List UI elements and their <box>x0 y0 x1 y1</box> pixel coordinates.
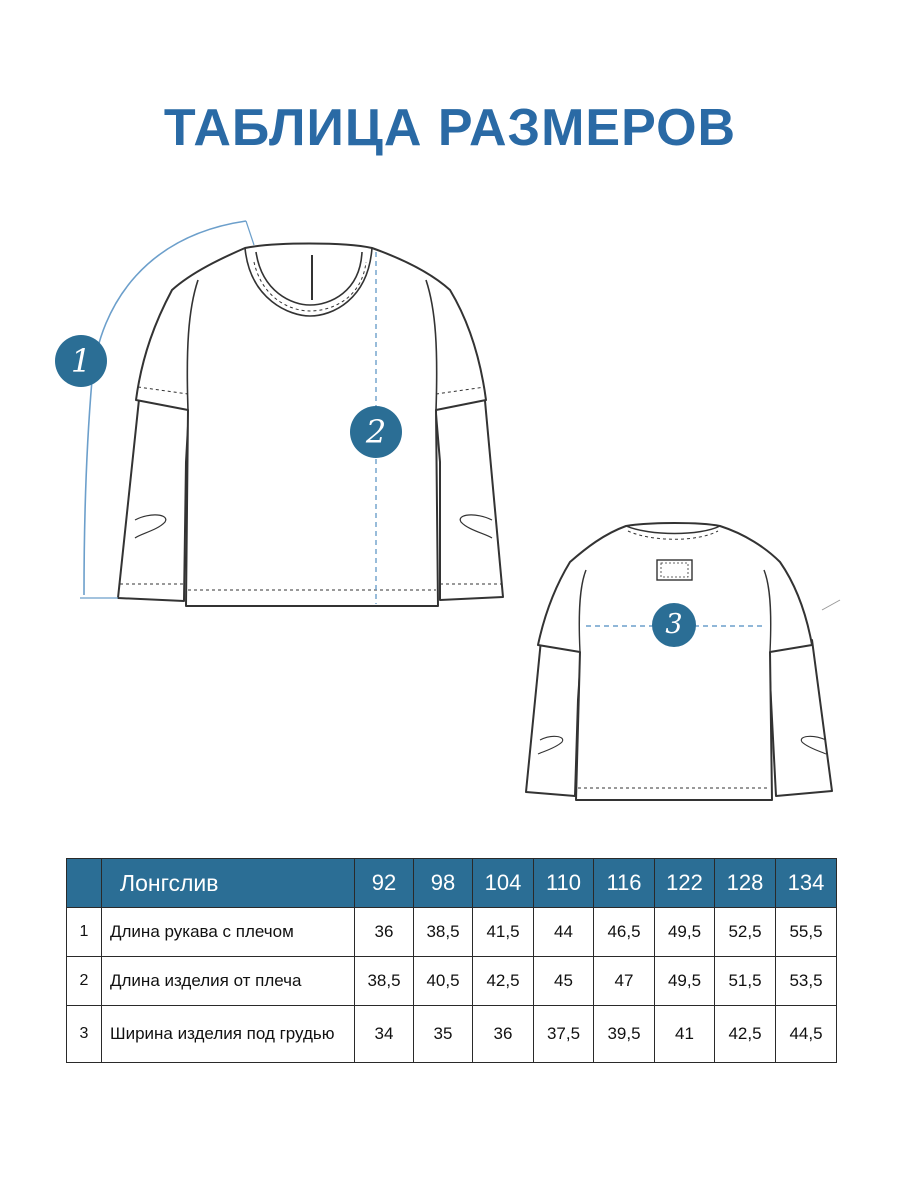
measure-badge-1: 1 <box>55 335 107 387</box>
table-cell: 42,5 <box>715 1006 776 1063</box>
back-shirt-drawing <box>526 523 832 800</box>
row-number: 2 <box>67 957 102 1006</box>
table-cell: 36 <box>473 1006 534 1063</box>
table-cell: 38,5 <box>414 908 473 957</box>
row-label: Длина рукава с плечом <box>102 908 355 957</box>
table-cell: 34 <box>355 1006 414 1063</box>
header-size: 98 <box>414 859 473 908</box>
row-number: 3 <box>67 1006 102 1063</box>
table-cell: 37,5 <box>534 1006 594 1063</box>
header-num-cell <box>67 859 102 908</box>
header-size: 134 <box>776 859 837 908</box>
table-cell: 46,5 <box>594 908 655 957</box>
table-cell: 52,5 <box>715 908 776 957</box>
row-label: Длина изделия от плеча <box>102 957 355 1006</box>
table-cell: 55,5 <box>776 908 837 957</box>
table-cell: 36 <box>355 908 414 957</box>
header-size: 104 <box>473 859 534 908</box>
header-size: 128 <box>715 859 776 908</box>
measure-badge-2: 2 <box>350 406 402 458</box>
table-cell: 41,5 <box>473 908 534 957</box>
header-size: 116 <box>594 859 655 908</box>
table-cell: 53,5 <box>776 957 837 1006</box>
row-number: 1 <box>67 908 102 957</box>
table-cell: 49,5 <box>655 957 715 1006</box>
table-cell: 45 <box>534 957 594 1006</box>
table-cell: 51,5 <box>715 957 776 1006</box>
table-header-row <box>67 859 837 908</box>
table-cell: 35 <box>414 1006 473 1063</box>
header-product-name: Лонгслив <box>102 859 355 908</box>
table-cell: 49,5 <box>655 908 715 957</box>
header-size: 110 <box>534 859 594 908</box>
table-cell: 41 <box>655 1006 715 1063</box>
table-row <box>67 908 837 957</box>
table-cell: 44,5 <box>776 1006 837 1063</box>
table-cell: 47 <box>594 957 655 1006</box>
table-row <box>67 957 837 1006</box>
size-table <box>66 858 837 1063</box>
page-title: ТАБЛИЦА РАЗМЕРОВ <box>163 99 737 157</box>
table-cell: 42,5 <box>473 957 534 1006</box>
front-shirt-drawing <box>118 244 503 607</box>
measure-badge-3: 3 <box>652 603 696 647</box>
table-cell: 38,5 <box>355 957 414 1006</box>
row-label: Ширина изделия под грудью <box>102 1006 355 1063</box>
table-cell: 44 <box>534 908 594 957</box>
table-cell: 39,5 <box>594 1006 655 1063</box>
header-size: 122 <box>655 859 715 908</box>
table-cell: 40,5 <box>414 957 473 1006</box>
header-size: 92 <box>355 859 414 908</box>
table-row <box>67 1006 837 1063</box>
